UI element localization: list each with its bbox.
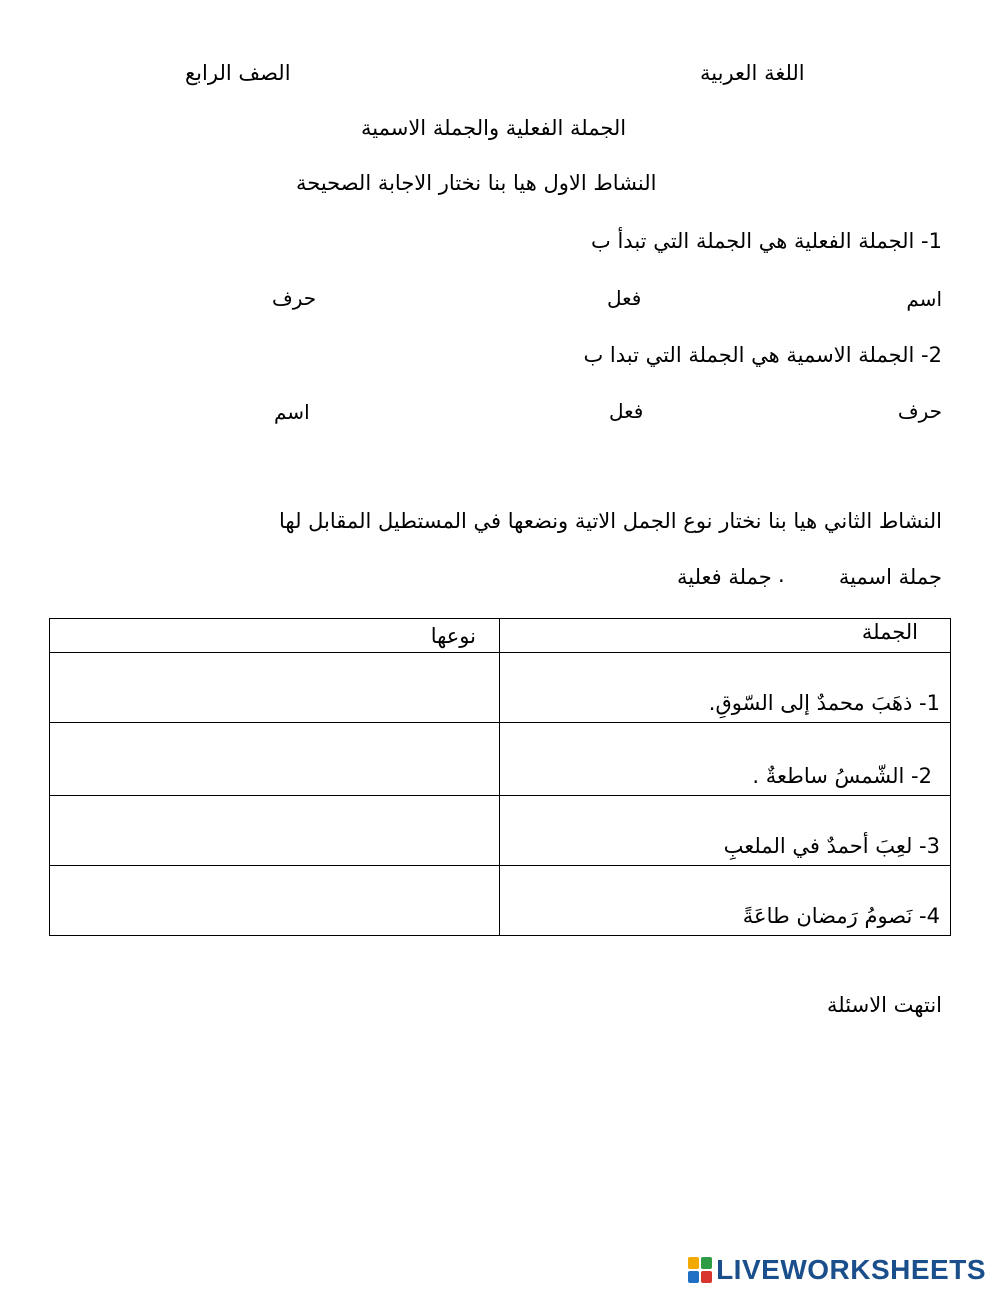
sentence-1: 1- ذهَبَ محمدٌ إلى السّوقِ. [708, 691, 940, 715]
brand-name: LIVEWORKSHEETS [716, 1254, 986, 1285]
table-header-row [50, 619, 951, 653]
lesson-title: الجملة الفعلية والجملة الاسمية [361, 116, 627, 140]
sentence-cell [500, 653, 951, 723]
question-2-option-ism[interactable]: اسم [274, 400, 310, 424]
sentence-4: 4- نَصومُ رَمضان طاعَةً [742, 904, 940, 928]
liveworksheets-mark-icon [688, 1257, 712, 1283]
question-1-text: 1- الجملة الفعلية هي الجملة التي تبدأ ب [591, 229, 942, 253]
answer-box-2[interactable] [50, 723, 500, 796]
sentence-cell [500, 723, 951, 796]
table-row [50, 723, 951, 796]
question-2-option-fiel[interactable]: فعل [609, 399, 644, 423]
header-sentence: الجملة [861, 620, 918, 644]
activity1-title: النشاط الاول هيا بنا نختار الاجابة الصحيحة [296, 171, 657, 195]
header-sentence-cell [500, 619, 951, 653]
answer-box-1[interactable] [50, 653, 500, 723]
grade-label: الصف الرابع [185, 61, 291, 85]
question-2-text: 2- الجملة الاسمية هي الجملة التي تبدا ب [583, 343, 942, 367]
activity2-title: النشاط الثاني هيا بنا نختار نوع الجمل الاتية ونضعها في المستطيل المقابل لها [279, 509, 942, 533]
question-2-option-harf[interactable]: حرف [897, 399, 942, 423]
question-1-option-ism[interactable]: اسم [906, 287, 942, 311]
sentence-cell [500, 866, 951, 936]
sentence-2: 2- الشّمسُ ساطعةٌ . [752, 764, 932, 788]
sentence-3: 3- لعِبَ أحمدٌ في الملعبِ [723, 834, 940, 858]
question-1-option-fiel[interactable]: فعل [607, 286, 642, 310]
header-type-cell [50, 619, 500, 653]
subject-label: اللغة العربية [700, 61, 805, 85]
end-of-questions: انتهت الاسئلة [827, 993, 942, 1017]
choice-nominal: جملة اسمية [838, 565, 942, 589]
sentence-type-table [49, 618, 951, 936]
header-type: نوعها [430, 623, 476, 648]
answer-box-3[interactable] [50, 796, 500, 866]
choices-separator: . [778, 563, 785, 587]
table-row [50, 796, 951, 866]
sentence-cell [500, 796, 951, 866]
choice-verbal: جملة فعلية [677, 565, 772, 589]
table-row [50, 866, 951, 936]
question-1-option-harf[interactable]: حرف [272, 286, 317, 310]
liveworksheets-logo [688, 1255, 986, 1285]
table-row [50, 653, 951, 723]
answer-box-4[interactable] [50, 866, 500, 936]
